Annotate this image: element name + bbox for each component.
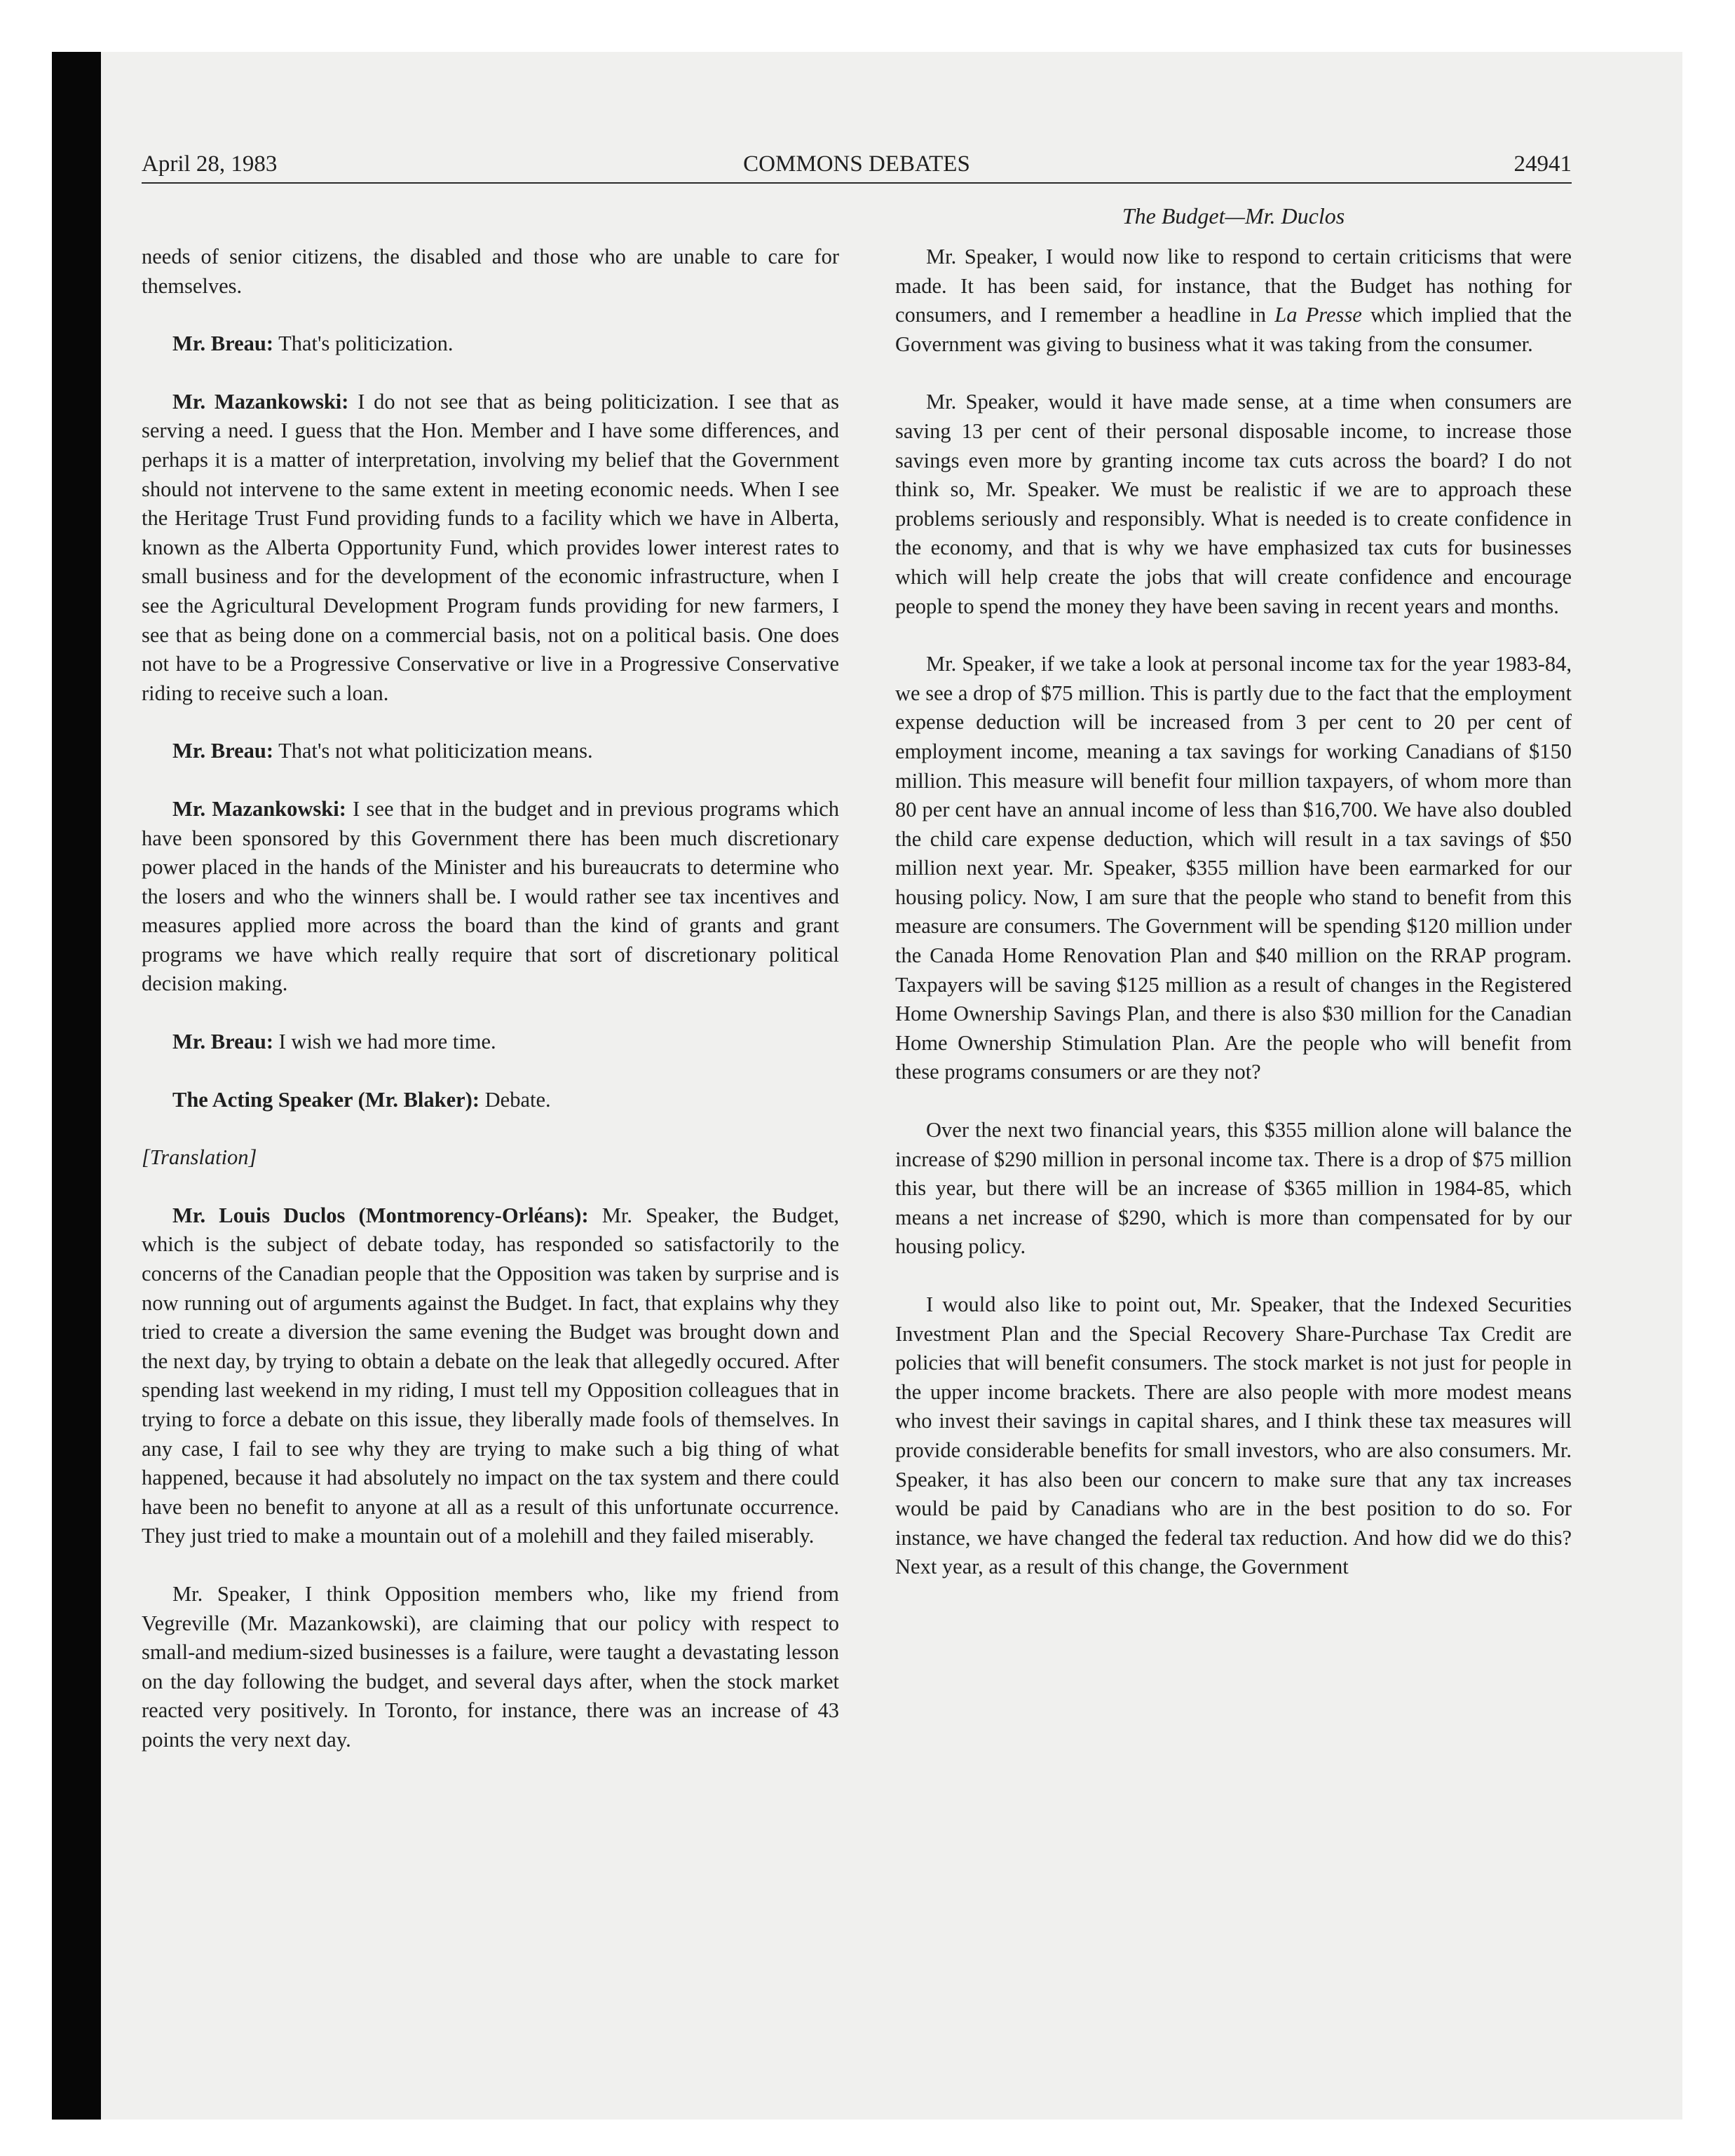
page-header [142,147,1572,186]
speaker-name: The Acting Speaker (Mr. Blaker): [172,1087,479,1112]
newspaper-title: La Presse [1274,303,1362,327]
paragraph [142,388,839,709]
paragraph [895,650,1572,1087]
paragraph [895,1290,1572,1582]
speaker-name: Mr. Breau: [172,332,274,356]
left-column [142,243,839,1784]
header-page-number: 24941 [1513,151,1572,177]
paragraph-text: Over the next two financial years, this $355 million alone will balance the increase of $290 million in personal income tax. There is a drop of $75 million this year, but there will be an increase of $365 million in 1984-85, which means a net increase of $290, which is more than compensated for by our housing policy. [895,1118,1572,1259]
paragraph-text: needs of senior citizens, the disabled and those who are unable to care for themselves. [142,245,839,298]
paragraph-text: Mr. Speaker, I would now like to respond to certain criticisms that were made. It has been said, for instance, that the Budget has nothing for consumers, and I remember a headline in [895,245,1572,327]
speaker-name: Mr. Mazankowski: [172,796,346,821]
paragraph-text: which implied that the Government was giving to business what it was taking from the consumer. [895,303,1572,356]
paragraph-text: Mr. Speaker, the Budget, which is the subject of debate today, has responded so satisfactorily to the concerns of the Canadian people that the Opposition was taken by surprise and is now running out of arguments against the Budget. In fact, that explains why they tried to create a diversion the same evening the Budget was brought down and the next day, by trying to obtain a debate on the leak that allegedly occured. After spending last weekend in my riding, I must tell my Opposition colleagues that in trying to force a debate on this issue, they liberally made fools of themselves. In any case, I fail to see why they are trying to make such a big thing of what happened, because it had absolutely no impact on the tax system and there could have been no benefit to anyone at all as a result of this unfortunate occurrence. They just tried to make a mountain out of a molehill and they failed miserably. [142,1203,839,1548]
paragraph-text: That's politicization. [273,332,454,356]
paragraph-text: That's not what politicization means. [273,739,593,763]
header-date: April 28, 1983 [142,151,278,177]
paragraph-text: Debate. [479,1087,551,1112]
paragraph [895,388,1572,621]
running-head: The Budget—Mr. Duclos [1122,203,1345,228]
paragraph [895,1116,1572,1262]
paragraph [142,737,839,766]
paragraph-text: Mr. Speaker, if we take a look at personal income tax for the year 1983-84, we see a drop of $75 million. This is partly due to the fact that the employment expense deduction will be increased from 3 per cent to 20 per cent of employment income, meaning a tax savings for working Canadians of $150 million. This measure will benefit four million taxpayers, of whom more than 80 per cent have an annual income of less than $16,700. We have also doubled the child care expense deduction, which will result in a tax savings of $50 million next year. Mr. Speaker, $355 million have been earmarked for our housing policy. Now, I am sure that the people who stand to benefit from this measure are consumers. The Government will be spending $120 million under the Canada Home Renovation Plan and $40 million on the RRAP program. Taxpayers will be saving $125 million as a result of changes in the Registered Home Ownership Savings Plan, and there is also $30 million for the Canadian Home Ownership Stimulation Plan. Are the people who will benefit from these programs consumers or are they not? [895,652,1572,1084]
paragraph-text: I see that in the budget and in previous programs which have been sponsored by this Government there has been much discretionary power placed in the hands of the Minister and his bureaucrats to determine who the losers and who the winners shall be. I would rather see tax incentives and measures applied more across the board than the kind of grants and grant programs we have which really require that sort of discretionary political decision making. [142,796,839,996]
paragraph-text: I wish we had more time. [273,1030,496,1054]
paragraph-text: Mr. Speaker, I think Opposition members who, like my friend from Vegreville (Mr. Mazankowski), are claiming that our policy with respect to small-and medium-sized businesses is a failure, were taught a devastating lesson on the day following the budget, and several days after, when the stock market reacted very positively. In Toronto, for instance, there was an increase of 43 points the very next day. [142,1581,839,1752]
paragraph-text: Mr. Speaker, would it have made sense, at a time when consumers are saving 13 per cent of their personal disposable income, to increase those savings even more by granting income tax cuts across the board? I do not think so, Mr. Speaker. We must be realistic if we are to approach these problems seriously and responsibly. What is needed is to create confidence in the economy, and that is why we have emphasized tax cuts for businesses which will help create the jobs that will create confidence and encourage people to spend the money they have been saving in recent years and months. [895,390,1572,618]
paragraph [142,1201,839,1551]
paragraph [895,243,1572,359]
speaker-name: Mr. Breau: [172,739,274,763]
paragraph-text: I do not see that as being politicization. I see that as serving a need. I guess that the Hon. Member and I have some differences, and perhaps it is a matter of interpretation, involving my belief that the Government should not intervene to the same extent in meeting economic needs. When I see the Heritage Trust Fund providing funds to a facility which we have in Alberta, known as the Alberta Opportunity Fund, which provides lower interest rates to small business and for the development of the economic infrastructure, when I see the Agricultural Development Program funds providing for new farmers, I see that as being done on a commercial basis, not on a political basis. One does not have to be a Progressive Conservative or live in a Progressive Conservative riding to receive such a loan. [142,389,839,705]
speaker-name: Mr. Louis Duclos (Montmorency-Orléans): [172,1203,589,1227]
header-title: COMMONS DEBATES [743,151,970,177]
paragraph [142,1580,839,1755]
paragraph [142,795,839,999]
paragraph [142,243,839,301]
right-column [895,243,1572,1611]
translation-label: [Translation] [142,1145,257,1170]
speaker-name: Mr. Breau: [172,1030,274,1054]
speaker-name: Mr. Mazankowski: [172,389,349,414]
paragraph-text: I would also like to point out, Mr. Speaker, that the Indexed Securities Investment Plan and the Special Recovery Share-Purchase Tax Credit are policies that will benefit consumers. The stock market is not just for people in the upper income brackets. There are also people with more modest means who invest their savings in capital shares, and I think these tax measures will provide considerable benefits for small investors, who are also consumers. Mr. Speaker, it has also been our concern to make sure that any tax increases would be paid by Canadians who are in the best position to do so. For instance, we have changed the federal tax reduction. And how did we do this? Next year, as a result of this change, the Government [895,1292,1572,1579]
paragraph [142,1028,839,1057]
header-rule [142,182,1572,184]
paragraph [142,329,839,359]
paragraph [142,1086,839,1115]
